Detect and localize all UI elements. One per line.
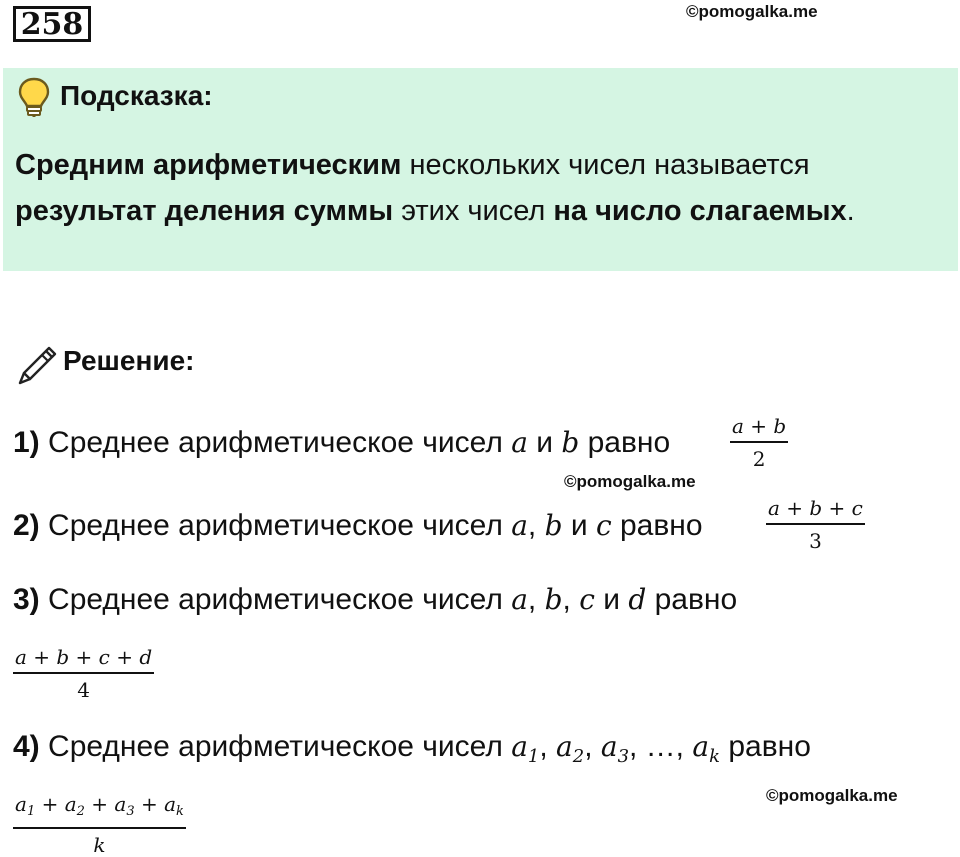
step-2 xyxy=(13,508,703,544)
equals-word: равно xyxy=(611,509,703,542)
watermark-top: ©pomogalka.me xyxy=(686,2,818,21)
hint-title: Подсказка: xyxy=(60,80,213,111)
comma: , xyxy=(584,730,601,763)
comma: , xyxy=(562,583,580,616)
equals-word: равно xyxy=(579,426,671,459)
watermark-middle: ©pomogalka.me xyxy=(564,472,696,491)
hint-text: этих чисел xyxy=(393,195,554,227)
step-text: Среднее арифметическое чисел xyxy=(39,583,512,616)
comma: , xyxy=(527,509,545,542)
hint-text-end: . xyxy=(846,195,855,227)
task-number: 258 xyxy=(13,6,91,42)
hint-text: нескольких чисел называется xyxy=(401,149,810,181)
hint-bold-count: на число слагаемых xyxy=(553,195,847,227)
variable-a2: $a_2$ xyxy=(556,730,585,767)
step-number: 1) xyxy=(13,426,40,459)
solution-title: Решение: xyxy=(63,345,195,376)
fraction-denominator: 4 xyxy=(77,678,90,702)
ellipsis: , …, xyxy=(629,730,693,763)
step-number: 3) xyxy=(13,583,40,616)
variable-a3: $a_3$ xyxy=(600,730,630,767)
equals-word: равно xyxy=(646,583,738,616)
step-text: Среднее арифметическое чисел xyxy=(39,730,512,763)
variable-ak: $a_k$ xyxy=(692,730,720,767)
step-text: Среднее арифметическое чисел xyxy=(39,426,512,459)
hint-bold-term: Средним арифметическим xyxy=(15,149,402,181)
equals-word: равно xyxy=(719,730,811,763)
watermark-bottom: ©pomogalka.me xyxy=(766,786,898,805)
variable-a: a xyxy=(511,583,528,616)
fraction-numerator: a + b + c xyxy=(766,496,865,525)
fraction-numerator: a + b + c + d xyxy=(13,645,154,674)
hint-line-2 xyxy=(15,193,855,229)
variable-d: d xyxy=(628,583,647,616)
lightbulb-icon xyxy=(17,76,51,118)
fraction-numerator: $a_1 + a_2 + a_3 + a_k$ xyxy=(13,792,186,829)
fraction-2 xyxy=(766,496,865,553)
step-3 xyxy=(13,582,737,618)
comma: , xyxy=(527,583,545,616)
variable-a: a xyxy=(511,426,528,459)
conjunction: и xyxy=(527,426,562,459)
hint-line-1 xyxy=(15,147,810,183)
variable-a1: $a_1$ xyxy=(511,730,540,767)
variable-a: a xyxy=(511,509,528,542)
fraction-denominator: k xyxy=(93,833,106,857)
fraction-denominator: 2 xyxy=(752,447,766,471)
pencil-icon xyxy=(16,343,58,385)
fraction-1 xyxy=(730,414,788,471)
variable-b: b xyxy=(544,583,563,616)
fraction-denominator: 3 xyxy=(809,529,822,553)
variable-c: c xyxy=(579,583,595,616)
fraction-numerator: a + b xyxy=(730,414,788,443)
variable-c: c xyxy=(595,509,612,542)
variable-b: b xyxy=(561,426,580,459)
fraction-3 xyxy=(13,645,154,702)
step-number: 4) xyxy=(13,730,40,763)
step-4 xyxy=(13,729,811,775)
step-number: 2) xyxy=(13,509,40,542)
variable-b: b xyxy=(544,509,563,542)
conjunction: и xyxy=(562,509,596,542)
fraction-4 xyxy=(13,792,186,857)
step-1 xyxy=(13,425,670,461)
step-text: Среднее арифметическое чисел xyxy=(39,509,512,542)
conjunction: и xyxy=(594,583,629,616)
comma: , xyxy=(539,730,557,763)
hint-bold-result: результат деления суммы xyxy=(15,195,394,227)
